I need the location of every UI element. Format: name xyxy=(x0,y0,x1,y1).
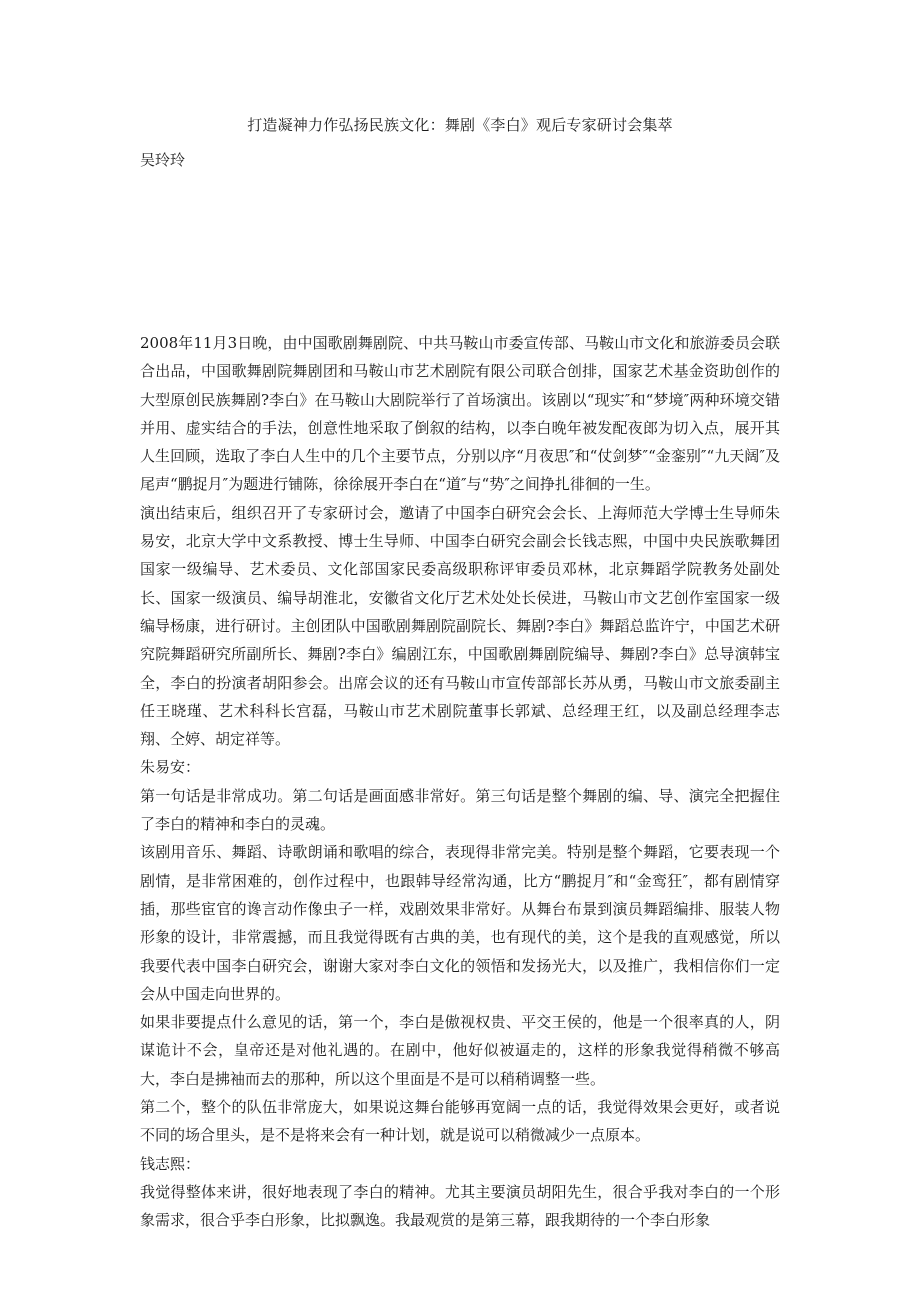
paragraph-zhu-2: 该剧用音乐、舞蹈、诗歌朗诵和歌唱的综合，表现得非常完美。特别是整个舞蹈，它要表现一个剧情，是非常困难的，创作过程中，也跟韩导经常沟通，比方“鹏捉月″和“金鸾狂″，都有剧情穿插，那些宦官的谗言动作像虫子一样，戏剧效果非常好。从舞台布景到演员舞蹈编排、服装人物形象的设计，非常震撼，而且我觉得既有古典的美，也有现代的美，这个是我的直观感觉，所以我要代表中国李白研究会，谢谢大家对李白文化的领悟和发扬光大，以及推广，我相信你们一定会从中国走向世界的。 xyxy=(140,843,780,1003)
speaker-label-qian: 钱志熙： xyxy=(140,1154,201,1173)
speaker-label-zhu: 朱易安： xyxy=(140,758,201,777)
article-body xyxy=(140,329,780,1235)
paragraph-participants: 演出结束后，组织召开了专家研讨会，邀请了中国李白研究会会长、上海师范大学博士生导师朱易安，北京大学中文系教授、博士生导师、中国李白研究会副会长钱志熙，中国中央民族歌舞团国家一级编导、艺术委员、文化部国家民委高级职称评审委员邓林，北京舞蹈学院教务处副处长、国家一级演员、编导胡淮北，安徽省文化厅艺术处处长侯进，马鞍山市文艺创作室国家一级编导杨康，进行研讨。主创团队中国歌剧舞剧院副院长、舞剧?李白》舞蹈总监许宁，中国艺术研究院舞蹈研究所副所长、舞剧?李白》编剧江东，中国歌剧舞剧院编导、舞剧?李白》总导演韩宝全，李白的扮演者胡阳参会。出席会议的还有马鞍山市宣传部部长苏从勇，马鞍山市文旅委副主任王晓瑾、艺术科科长宫磊，马鞍山市艺术剧院董事长郭斌、总经理王红，以及副总经理李志翔、仝婷、胡定祥等。 xyxy=(140,503,780,749)
paragraph-zhu-3: 如果非要提点什么意见的话，第一个，李白是傲视权贵、平交王侯的，他是一个很率真的人，阴谋诡计不会，皇帝还是对他礼遇的。在剧中，他好似被逼走的，这样的形象我觉得稍微不够高大，李白是拂袖而去的那种，所以这个里面是不是可以稍稍调整一些。 xyxy=(140,1013,780,1088)
paragraph-zhu-4: 第二个，整个的队伍非常庞大，如果说这舞台能够再宽阔一点的话，我觉得效果会更好，或者说不同的场合里头，是不是将来会有一种计划，就是说可以稍微减少一点原本。 xyxy=(140,1098,780,1145)
paragraph-zhu-1: 第一句话是非常成功。第二句话是画面感非常好。第三句话是整个舞剧的编、导、演完全把握住了李白的精神和李白的灵魂。 xyxy=(140,786,780,834)
document-title: 打造凝神力作弘扬民族文化：舞剧《李白》观后专家研讨会集萃 xyxy=(247,116,673,134)
paragraph-qian-1: 我觉得整体来讲，很好地表现了李白的精神。尤其主要演员胡阳先生，很合乎我对李白的一个形象需求，很合乎李白形象，比拟飘逸。我最观赏的是第三幕，跟我期待的一个李白形象 xyxy=(140,1182,780,1230)
paragraph-intro: 2008年11月3日晚，由中国歌剧舞剧院、中共马鞍山市委宣传部、马鞍山市文化和旅游委员会联合出品，中国歌舞剧院舞剧团和马鞍山市艺术剧院有限公司联合创排，国家艺术基金资助创作的大型原创民族舞剧?李白》在马鞍山大剧院举行了首场演出。该剧以“现实″和“梦境″两种环境交错并用、虚实结合的手法，创意性地采取了倒叙的结构，以李白晚年被发配夜郎为切入点，展开其人生回顾，选取了李白人生中的几个主要节点，分别以序“月夜思″和“仗剑梦″“金銮别″“九天阔″及尾声“鹏捉月″为题进行铺陈，徐徐展开李白在“道″与“势″之间挣扎徘徊的一生。 xyxy=(140,334,780,494)
author-name: 吴玲玲 xyxy=(140,151,186,169)
